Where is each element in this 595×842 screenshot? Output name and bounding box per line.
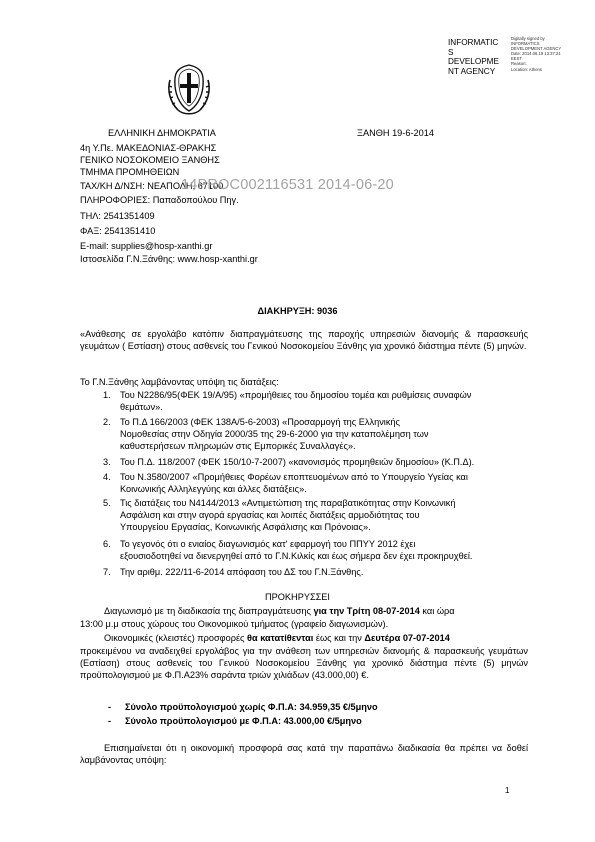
signature-detail-line: Date: 2014.06.19 13:37:24 (511, 51, 561, 57)
list-item-line: καθυστερήσεων πληρωμών στις Εμπορικές Συναλλαγές». (120, 441, 356, 452)
list-item (103, 471, 533, 497)
budget-line (108, 715, 528, 728)
list-item-line: Νομοθεσίας στην Οδηγία 2000/35 της 29-6-2000 για την καταπολέμηση των (120, 429, 429, 440)
announce-heading: ΠΡΟΚΗΡΥΣΣΕΙ (265, 592, 330, 602)
list-item-line: Την αριθμ. 222/11-6-2014 απόφαση του ΔΣ του Γ.Ν.Ξάνθης. (120, 567, 364, 577)
body-text: και ώρα (419, 606, 455, 616)
header-line: ΤΑΧ/ΚΗ Δ/ΝΣΗ: ΝΕΑΠΟΛΗ, 67100 (80, 181, 224, 191)
list-item-line: Ασφάλιση και στην αγορά εργασίας και λοιπές διατάξεις αρμοδιότητας του (120, 510, 420, 521)
list-item-line: Του Π.Δ. 118/2007 (ΦΕΚ 150/10-7-2007) «κανονισμός προμηθειών δημοσίου» (Κ.Π.Δ). (120, 457, 475, 467)
header-line: Ιστοσελίδα Γ.Ν.Ξάνθης: www.hosp-xanthi.gr (80, 254, 258, 264)
list-item-number: 6. (103, 539, 111, 549)
header-line: ΦΑΞ: 2541351410 (80, 226, 156, 236)
list-item-line: Τις διατάξεις του Ν4144/2013 «Αντιμετώπιση της παραβατικότητας στην Κοινωνική (120, 498, 456, 508)
submission-date: Δευτέρα 07-07-2014 (364, 633, 450, 643)
body-text-bold: θα κατατίθενται (247, 633, 314, 643)
header-line: ΠΛΗΡΟΦΟΡΙΕΣ: Παπαδοπούλου Πηγ. (80, 195, 239, 205)
list-item (103, 497, 533, 535)
header-line: ΤΜΗΜΑ ΠΡΟΜΗΘΕΙΩΝ (80, 167, 180, 177)
list-item-number: 2. (103, 417, 111, 427)
protocol-stamp: 14PROC002116531 2014-06-20 (181, 177, 394, 193)
bullet-dash: - (108, 716, 112, 726)
signature-name-line: NT AGENCY (448, 66, 496, 76)
list-item-line: Το Π.Δ 166/2003 (ΦΕΚ 138Α/5-6-2003) «Προσαρμογή της Ελληνικής (120, 417, 400, 427)
list-item-number: 4. (103, 472, 111, 482)
provisions-intro: Το Γ.Ν.Ξάνθης λαμβάνοντας υπόψη τις διατάξεις: (80, 377, 279, 387)
list-item-line: Του Ν2286/95(ΦΕΚ 19/Α/95) «προμήθειες του δημοσίου τομέα και ρυθμίσεις συναφών (120, 390, 472, 400)
coat-of-arms-emblem (164, 60, 214, 120)
list-item-line: Κοινωνικής Αλληλεγγύης και άλλες διατάξεις». (120, 484, 307, 495)
signature-detail-line: Reason: (511, 61, 527, 67)
list-item (103, 389, 533, 415)
body-paragraph-2 (104, 632, 450, 644)
signature-detail-line: DEVELOPMENT AGENCY (511, 46, 562, 52)
list-item-number: 5. (103, 498, 111, 508)
header-country: ΕΛΛΗΝΙΚΗ ΔΗΜΟΚΡΑΤΙΑ (108, 128, 216, 138)
signature-detail-line: Location: Athens (511, 66, 542, 72)
body-text: έως και την (313, 633, 365, 643)
intro-paragraph: «Ανάθεσης σε εργολάβο κατόπιν διαπραγμάτευσης της παροχής υπηρεσιών διανομής & παρασκευής γευμάτων ( Εστίαση) στους ασθενείς του Γενικού Νοσοκομείου Ξάνθης για χρονικό διάστημα πέντε (5) μηνών. (80, 329, 528, 352)
body-paragraph-1 (104, 605, 455, 617)
header-line: ΓΕΝΙΚΟ ΝΟΣΟΚΟΜΕΙΟ ΞΑΝΘΗΣ (80, 155, 220, 165)
list-item-line: Του Ν.3580/2007 «Προμήθειες Φορέων εποπτευομένων από το Υπουργείο Υγείας και (120, 472, 468, 482)
signature-name-line: INFORMATIC (448, 38, 499, 47)
header-line: E-mail: supplies@hosp-xanthi.gr (80, 241, 213, 251)
body-text: Διαγωνισμό με τη διαδικασία της διαπραγμάτευσης (104, 606, 314, 616)
header-line: ΤΗΛ: 2541351409 (80, 211, 155, 221)
signature-details (511, 36, 593, 72)
header-place-date: ΞΑΝΘΗ 19-6-2014 (357, 128, 434, 138)
signature-detail-line: Digitally signed by (511, 36, 545, 41)
body-paragraph-2-rest: προκειμένου να αναδειχθεί εργολάβος για την ανάθεση των υπηρεσιών διανομής & παρασκευής γευμάτων (Εστίαση) στους ασθενείς του Γενικού Νοσοκομείου Ξάνθης για χρονικό διάστημα πέντε (5) μηνών προϋπολογισμού με Φ.Π.Α23% σαράντα τριών χιλιάδων (43.000,00) €. (80, 646, 528, 681)
list-item-line: θεμάτων». (120, 402, 163, 413)
list-item (103, 456, 533, 469)
page-number: 1 (505, 786, 510, 795)
list-item (103, 416, 533, 454)
body-paragraph-1-line2: 13:00 μ.μ στους χώρους του Οικονομικού τμήματος (γραφείο διαγωνισμών). (80, 619, 389, 629)
list-item-line: εξουσιοδοτηθεί να διενεργηθεί από το Γ.Ν.Κιλκίς και έως σήμερα δεν έχει προκηρυχθεί. (120, 551, 473, 562)
document-title: ΔΙΑΚΗΡΥΞΗ: 9036 (257, 306, 338, 316)
closing-paragraph: Επισημαίνεται ότι η οικονομική προσφορά σας κατά την παραπάνω διαδικασία θα πρέπει να δοθεί λαμβάνοντας υπόψη: (80, 743, 528, 766)
list-item (103, 538, 533, 564)
list-item-number: 1. (103, 390, 111, 400)
signature-detail-line: INFORMATICS (511, 41, 540, 47)
body-text: Οικονομικές (κλειστές) προσφορές (104, 633, 248, 643)
signature-detail-line: EEST (511, 56, 522, 62)
list-item-number: 3. (103, 457, 111, 467)
signature-name-line: S (448, 47, 454, 57)
budget-without-vat: Σύνολο προϋπολογισμού χωρίς Φ.Π.Α: 34.959,35 €/5μηνο (125, 702, 378, 712)
bullet-dash: - (108, 702, 112, 712)
signature-name-line: DEVELOPME (448, 57, 499, 67)
budget-with-vat: Σύνολο προϋπολογισμού με Φ.Π.Α: 43.000,00 €/5μηνο (125, 716, 362, 726)
header-line: 4η Υ.Πε. ΜΑΚΕΔΟΝΙΑΣ-ΘΡΑΚΗΣ (80, 143, 217, 153)
budget-line (108, 701, 528, 714)
list-item-line: Το γεγονός ότι ο ενιαίος διαγωνισμός κατ' εφαρμογή του ΠΠΥΥ 2012 έχει (120, 539, 416, 549)
list-item-line: Υπουργείου Εργασίας, Κοινωνικής Ασφάλισης και Πρόνοιας». (120, 522, 371, 533)
signature-name (448, 38, 510, 76)
list-item-number: 7. (103, 567, 111, 577)
hearing-date: για την Τρίτη 08-07-2014 (313, 606, 420, 616)
list-item (103, 566, 533, 579)
